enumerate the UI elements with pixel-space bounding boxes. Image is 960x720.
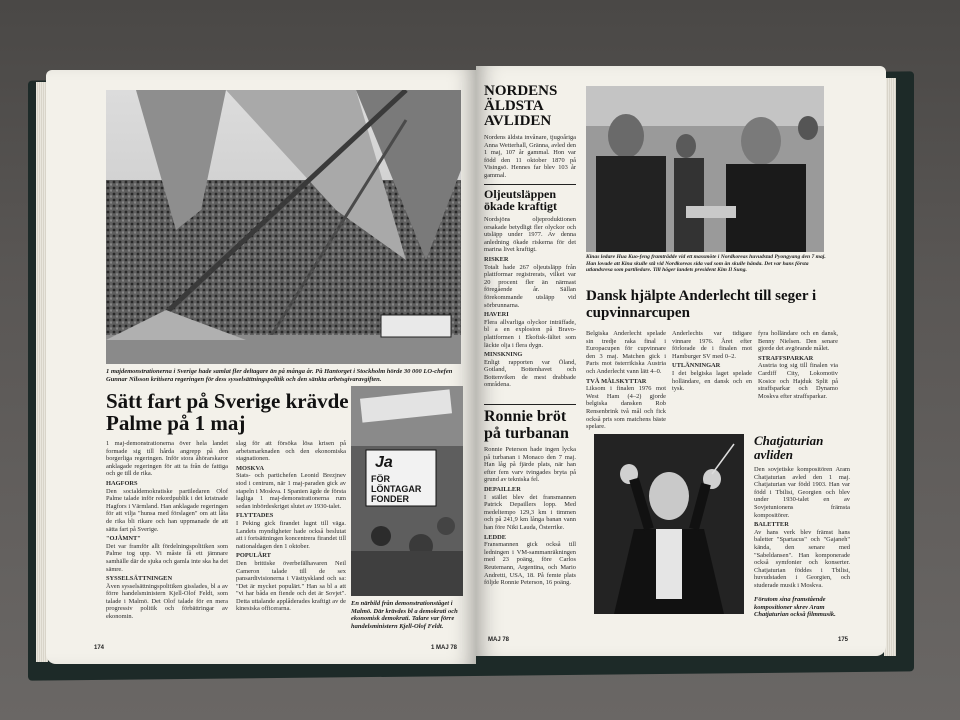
text-baletter: Av hans verk blev främst hans baletter "Spartacus" och "Gajaneh" kända, den senare med "Sabeldansen". Han komponerade också symfonier och konserter.	[754, 528, 850, 567]
leaders-photo	[586, 86, 824, 252]
sub-malskyttar: TVÅ MÅLSKYTTAR	[586, 377, 647, 385]
sign-ja: Ja	[375, 454, 393, 471]
conductor-caption: Förutom sina framstående kompositioner skrev Aram Chatjaturian också filmmusik.	[754, 596, 836, 618]
olje-headline: Oljeutsläppen ökade kraftigt	[484, 187, 557, 213]
sub-baletter: BALETTER	[754, 521, 789, 529]
sign-text: FÖR LÖNTAGAR FONDER	[371, 474, 422, 504]
bottom-photo-caption: En närbild från demonstrationståget i Malmö. Där krävdes bl a demokrati och ekonomisk demokrati. Talare var förre handelsministern Kjell-Olof Feldt.	[351, 600, 458, 630]
chatjaturian-headline: Chatjaturian avliden	[754, 433, 824, 462]
olje-column	[484, 216, 576, 389]
anderlecht-headline: Dansk hjälpte Anderlecht till seger i cupvinnarcupen	[586, 288, 817, 321]
sub-risker: RISKER	[484, 255, 509, 263]
chatjaturian-text: Den sovjetiske kompositören Aram Chatjaturian avled den 1 maj. Chatjaturian var född 1903. Han var född i Tbilisi, Georgien och blev under 1930-talet en av Sovjetunionens främsta kompositörer.	[754, 466, 850, 519]
divider-2	[484, 404, 576, 405]
sub-moskva: MOSKVA	[236, 464, 264, 472]
anderlecht-col3	[758, 330, 838, 400]
top-photo-caption: 1 majdemonstrationerna i Sverige hade samlat fler deltagare än på många år. På Hantorget i Stockholm hörde 30 000 LO-chefen Gunnar Nilsson kritisera regeringen för dess sysselsättningspolitik och den sänkta arbetsgivaravgiften.	[106, 368, 453, 383]
nordens-headline: NORDENS ÄLDSTA AVLIDEN	[484, 83, 558, 129]
left-col1	[106, 440, 228, 621]
text-flyttades: I Peking gick firandet lugnt till väga. Landets myndigheter hade också beslutat att i fortsättningen koncentrera firandet till nationaldagen den 1 oktober.	[236, 519, 346, 550]
left-col2	[236, 440, 346, 613]
divider-1	[484, 184, 576, 185]
text-anderlecht-2: Anderlechts var tidigare vinnare 1976. Året efter förlorade de i finalen mot Hamburger SV med 0–2.	[672, 330, 752, 360]
text-haveri: Flera allvarliga olyckor inträffade, bl a en explosion på Bravo-plattformen i Ekofisk-fältet som läckte olja i flera dygn.	[484, 318, 576, 349]
text-hagfors: Den socialdemokratiske partiledaren Olof Palme talade inför rekordpublik i det kristnade Hagfors i Värmland. Han anklagade regeringen för att vilja "hunsa med förslagen" om att låta de rika bli rikare och han uppmanade de att sätta fart på Sverige.	[106, 487, 228, 533]
text-moskva: Stats- och partichefen Leonid Brezjnev stod i centrum, när 1 maj-paraden gick av stapeln i Moskva.	[236, 472, 346, 495]
right-page	[476, 66, 886, 656]
ronnie-headline: Ronnie bröt på turbanan	[484, 408, 569, 442]
nordens-text: Nordens äldsta invånare, tjugoåriga Anna Wetterhall, Gränna, avled den 1 maj, 107 år gammal. Hon var född den 11 oktober 1870 på Visingsö. Hennes far blev 103 år gammal.	[484, 134, 576, 179]
sub-minskning: MINSKNING	[484, 351, 523, 359]
sub-flyttades: FLYTTADES	[236, 512, 274, 520]
anderlecht-text: Belgiska Anderlecht spelade sin tredje raka final i Europacupen för cupvinnare den 3 maj. Matchen gick i Paris mot österrikiska Austria och Anderlecht vann lätt 4–0.	[586, 330, 666, 375]
sub-hagfors: HAGFORS	[106, 479, 138, 487]
left-headline: Sätt fart på Sverige krävde Palme på 1 maj	[106, 389, 349, 435]
sub-utlanningar: UTLÄNNINGAR	[672, 362, 721, 370]
leaders-caption: Kinas ledare Hua Kuo-feng framträdde vid ett massmöte i Nordkoreas huvudstad Pyongyang den 7 maj. Han lovade att Kina skulle stå vid Nordkoreas sida vad som än skulle hända. Det var hans första utlandsresa som partiledare. Till höger landets president Kim Il Sung.	[586, 254, 826, 274]
text-ledde: Fransmannen gick också till ledningen i VM-sammanräkningen med 23 poäng, före Carlos Reutemann, Argentina, och Mario Andretti, USA, 18. På femte plats följde Ronnie Peterson, 16 poäng.	[484, 541, 576, 587]
text-utlanningar: I det belgiska laget spelade holländare, en dansk och en tysk.	[672, 369, 752, 393]
text-depailler: I stället blev det fransmannen Patrick Depaillers lopp. Med medeltempo 129,3 km i timmen och på 241,9 km långa banan vann han före Niki Lauda, Österrike.	[484, 493, 576, 531]
conductor-photo	[594, 434, 744, 614]
crowd-photo	[106, 90, 461, 364]
text-syssel: Även sysselsättningspolitiken gisslades, bl a av förre handelsministern Kjell-Olof Feldt, som talade i Malmö. Det Olof talade för en mera progressiv politik och förbättringar av ekonomin.	[106, 582, 228, 621]
sub-ojamnt: "OJÄMNT"	[106, 535, 141, 543]
text-minskning: Enligt rapporten var Öland, Gotland, Bottenhavet och Bottenviken de mest drabbade områdena.	[484, 358, 576, 389]
sub-straffsparkar: STRAFFSPARKAR	[758, 354, 814, 362]
text-spanien: I Spanien ägde de första lagliga 1 maj-demonstrationerna rum sedan inbördeskriget slutet av 1930-talet.	[236, 487, 346, 510]
text-ojamnt: Det var framför allt fördelningspolitiken som Palme tog upp. Vi måste få ett jämnare samhälle där de sjuka och gamla inte ska ha det sämre.	[106, 542, 228, 573]
chatjaturian-column	[754, 466, 850, 590]
text-baletter-2: Chatjaturian föddes i Tbilisi, huvudstaden i Georgien, och studerade musik i Moskva.	[754, 566, 850, 589]
ronnie-text: Ronnie Peterson hade ingen lycka på turbanan i Monaco den 7 maj. Han låg på fjärde plats, när han efter fem varv tvingades bryta på grund av tekniska fel.	[484, 446, 576, 484]
text-straffsparkar: Austria tog sig till finalen via Cardiff City, Lokomotiv Kosice och Hajduk Split på straffsparkar och Dynamo Moskva efter straffsparkar.	[758, 362, 838, 400]
sub-depailler: DEPAILLER	[484, 485, 521, 493]
text-populart-2: Han sa bl a att "vi har båda en fiende och det är Sovjet". Detta uttalande applåderades kraftigt av de kinesiska officerarna.	[236, 582, 346, 613]
text-risker: Totalt hade 267 oljeutsläpp från plattformar registrerats, vilket var 20 procent fler än närmast föregående år. Sällan förekommande utsläpp vid sörbrunnarna.	[484, 263, 576, 309]
text-malskyttar: Liksom i finalen 1976 mot West Ham (4–2) gjorde belgiska dansken Rob Rensenbrink två mål och fick också pris som matchens bäste spelare.	[586, 385, 666, 431]
anderlecht-col1	[586, 330, 666, 431]
right-date-label: MAJ 78	[488, 637, 510, 643]
text-populart: Den brittiske överbefälhavaren Neil Cameron talade till de sex pansardivisionerna i Västtyskland och sa: "Det är mycket populärt."	[236, 559, 346, 590]
sub-ledde: LEDDE	[484, 533, 507, 541]
lead-text: 1 maj-demonstrationerna över hela landet formade sig till hårda angrepp på den borgerliga regeringen. Inför stora åhörarskaror anklagade regeringen för att ta från de fattiga och ge till de rika.	[106, 440, 228, 478]
left-page	[46, 70, 476, 664]
sub-haveri: HAVERI	[484, 311, 509, 319]
text-anderlecht-3: fyra holländare och en dansk, Benny Nielsen. Den senare gjorde det avgörande målet.	[758, 330, 838, 353]
right-page-number: 175	[838, 637, 849, 643]
col2-text: slag för att försöka lösa krisen på arbetsmarknaden och den ekonomiska stagnationen.	[236, 440, 346, 463]
anderlecht-col2	[672, 330, 752, 393]
left-page-number: 174	[94, 645, 105, 651]
protest-sign-photo	[351, 386, 463, 596]
left-date-label: 1 MAJ 78	[431, 645, 458, 651]
sub-populart: POPULÄRT	[236, 552, 271, 560]
ronnie-column	[484, 446, 576, 587]
sub-syssel: SYSSELSÄTTNINGEN	[106, 575, 173, 583]
olje-text: Nordsjöns oljeproduktionen orsakade betydligt fler olyckor och utsläpp under 1977. Av denna anledning ökade riskerna för det marina livet kraftigt.	[484, 216, 576, 254]
